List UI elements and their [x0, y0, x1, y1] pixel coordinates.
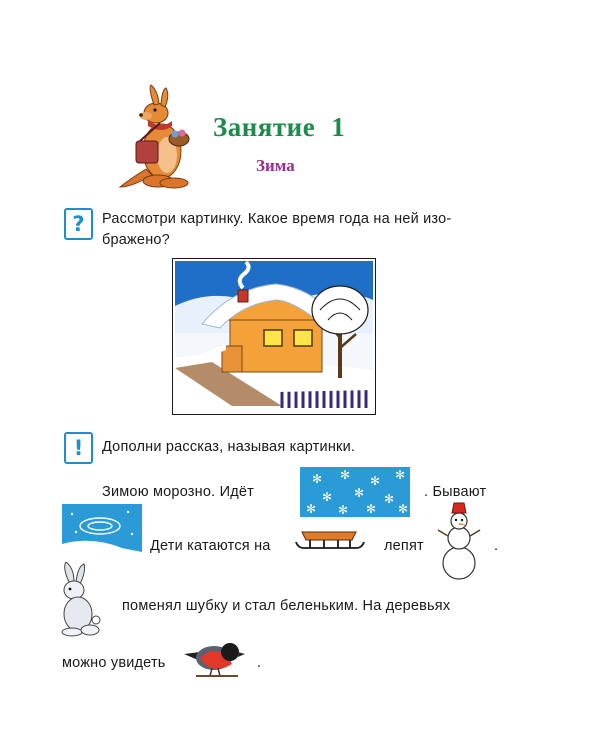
task1-text: [102, 209, 500, 251]
svg-text:✻: ✻: [312, 472, 323, 486]
lesson-subtitle: Зима: [256, 156, 295, 175]
svg-text:✻: ✻: [354, 486, 365, 500]
svg-text:✻: ✻: [338, 503, 349, 517]
svg-text:✻: ✻: [322, 490, 333, 504]
exclamation-icon: !: [64, 432, 93, 464]
story-part-8: .: [257, 655, 262, 671]
story-part-7: можно увидеть: [62, 655, 166, 671]
hare-picture: [54, 562, 102, 638]
story-part-1: Зимою морозно. Идёт: [102, 484, 254, 500]
svg-text:✻: ✻: [395, 468, 406, 482]
svg-text:✻: ✻: [398, 502, 409, 516]
story-part-3: Дети катаются на: [150, 538, 271, 554]
winter-house-picture: [172, 258, 376, 415]
story-part-2: . Бывают: [424, 484, 487, 500]
story-part-5: .: [494, 538, 499, 554]
snowman-picture: [436, 500, 482, 580]
kangaroo-mascot-image: [118, 83, 198, 195]
story-part-6: поменял шубку и стал беленьким. На деревьях: [122, 598, 451, 614]
svg-text:✻: ✻: [306, 502, 317, 516]
task1-text-line1: Рассмотри картинку. Какое время года на ней изо-: [102, 211, 452, 227]
task2-instruction: Дополни рассказ, называя картинки.: [102, 439, 356, 455]
lesson-title-word: Занятие: [213, 112, 316, 142]
svg-text:✻: ✻: [370, 474, 381, 488]
svg-text:✻: ✻: [340, 468, 351, 482]
story-part-4: лепят: [384, 538, 424, 554]
sled-picture: [294, 528, 366, 554]
lesson-number: 1: [331, 112, 346, 142]
snow-picture: [300, 467, 410, 517]
svg-text:✻: ✻: [384, 492, 395, 506]
question-icon: ?: [64, 208, 93, 240]
blizzard-picture: [62, 504, 142, 552]
bullfinch-picture: [182, 638, 246, 680]
lesson-title: [213, 112, 345, 143]
svg-text:✻: ✻: [366, 502, 377, 516]
task1-text-line2: бражено?: [102, 232, 170, 248]
